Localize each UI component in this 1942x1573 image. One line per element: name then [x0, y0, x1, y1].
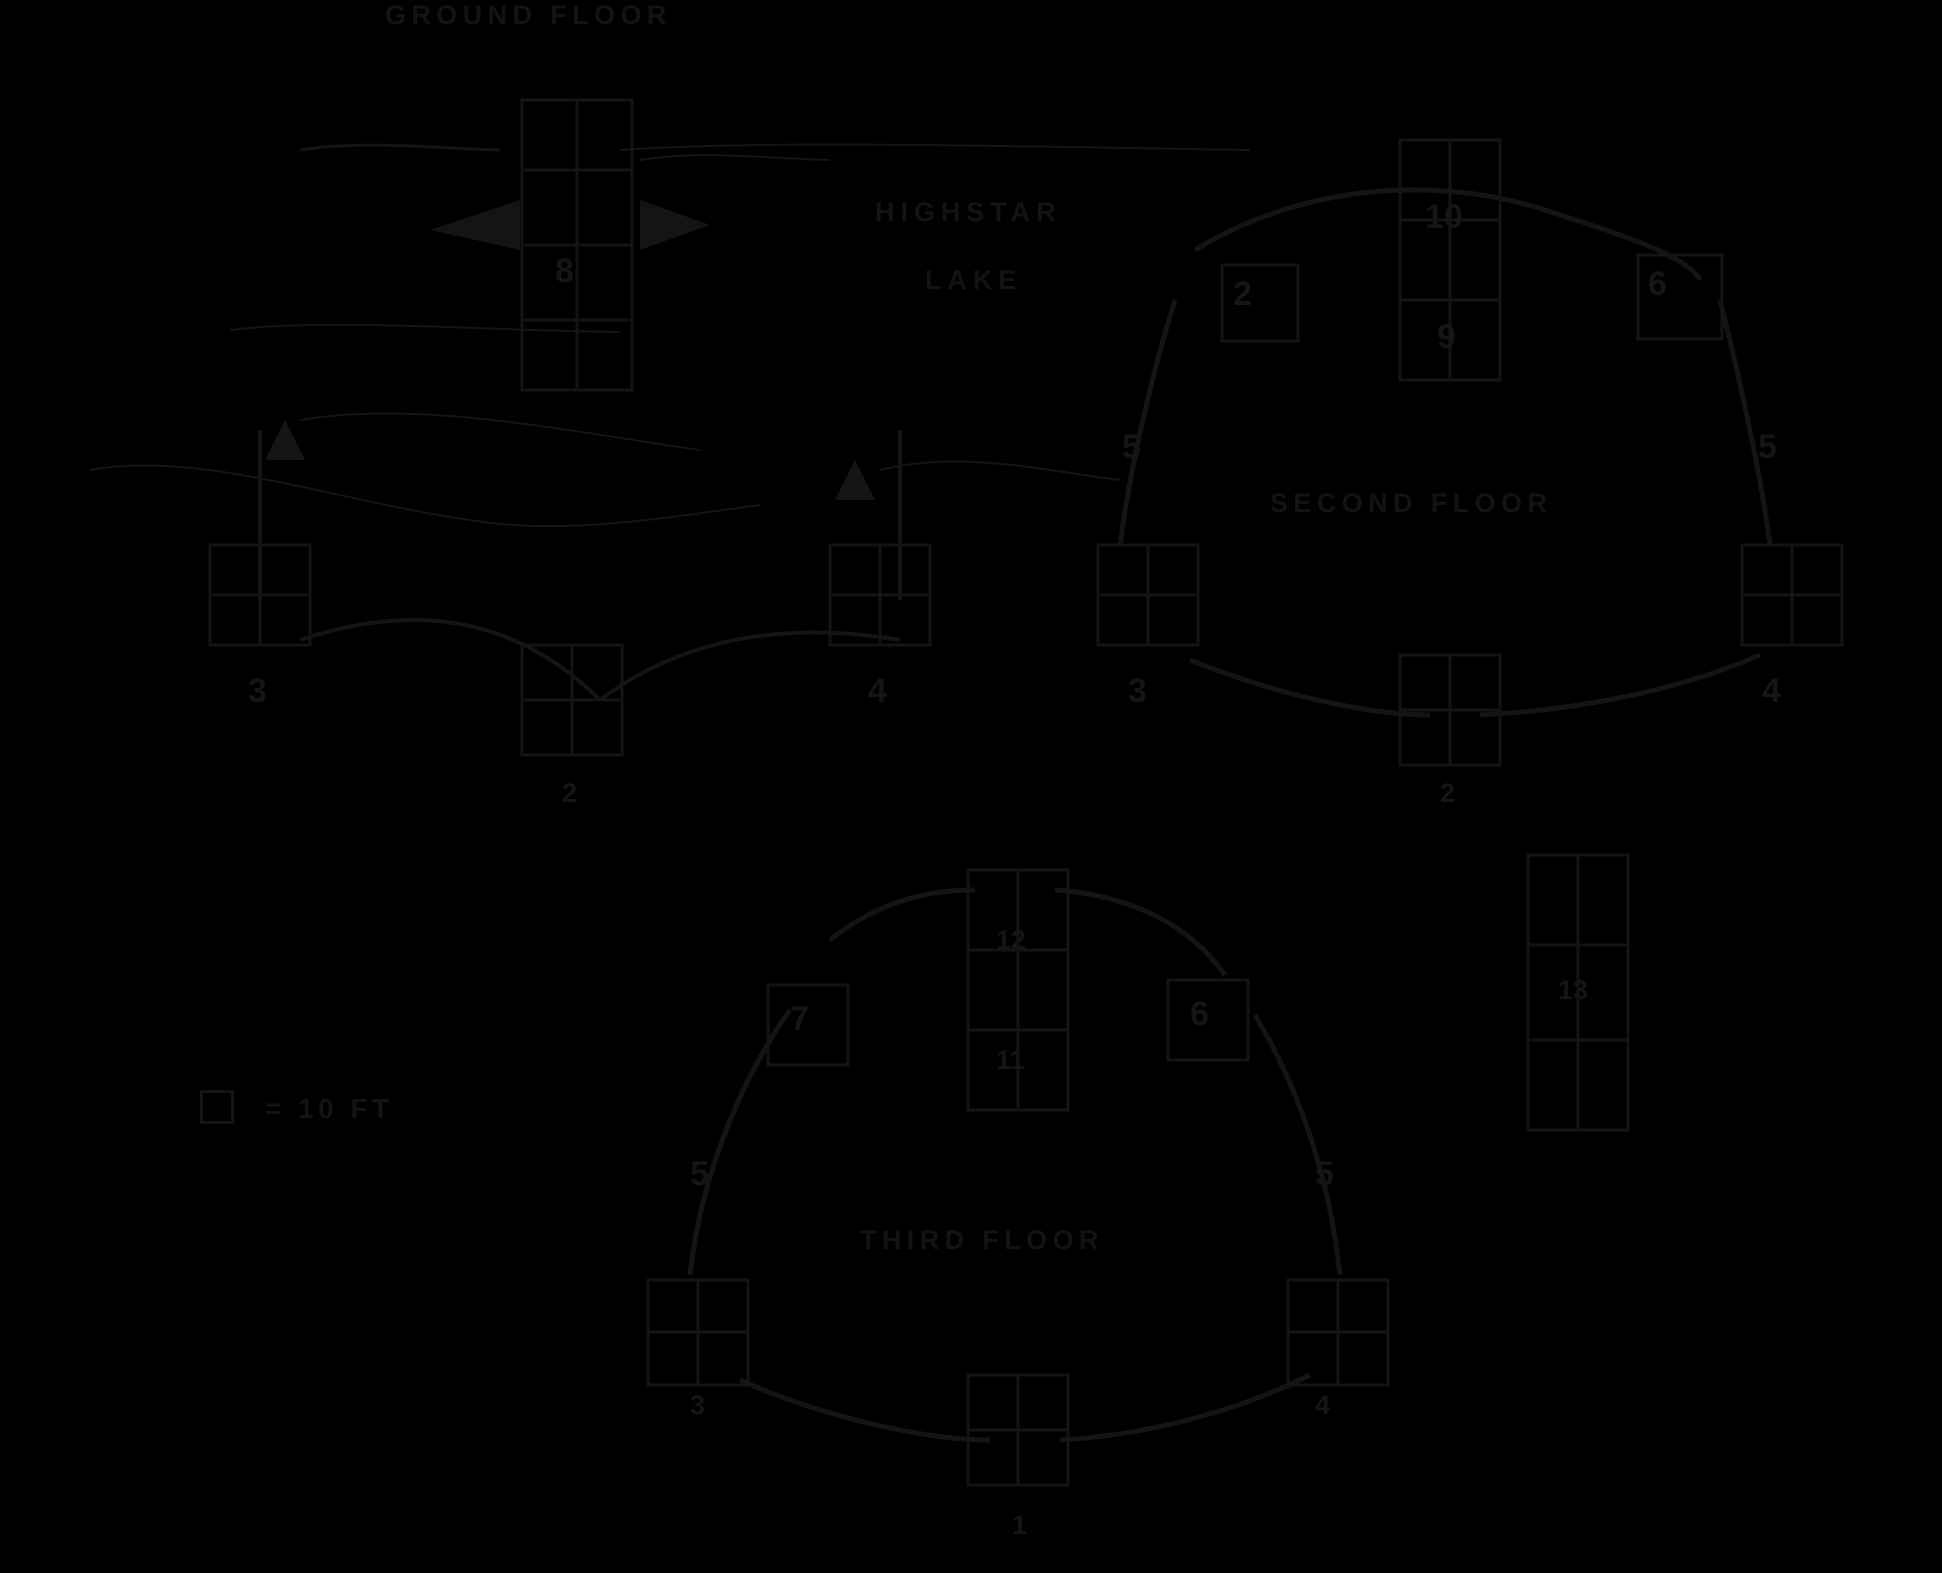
marker-third-5-right: 5: [1315, 1155, 1334, 1193]
marker-third-5-left: 5: [690, 1155, 709, 1193]
marker-third-3: 3: [690, 1390, 706, 1420]
section-title-third-floor: THIRD FLOOR: [860, 1225, 1104, 1255]
marker-third-6: 6: [1190, 995, 1209, 1033]
marker-second-2-bottom: 2: [1440, 778, 1456, 808]
marker-second-5-right: 5: [1758, 428, 1777, 466]
marker-second-4: 4: [1762, 672, 1781, 710]
marker-third-7: 7: [790, 1000, 809, 1038]
section-title-second-floor: SECOND FLOOR: [1270, 488, 1553, 518]
marker-ground-8: 8: [555, 252, 574, 290]
marker-third-12: 12: [996, 925, 1027, 955]
marker-second-2: 2: [1233, 275, 1252, 313]
marker-third-13: 13: [1558, 975, 1589, 1005]
marker-ground-2: 2: [562, 778, 578, 808]
marker-second-9: 9: [1437, 318, 1456, 356]
section-title-ground-floor: GROUND FLOOR: [385, 0, 672, 30]
lake-label-line2: LAKE: [925, 265, 1023, 295]
marker-third-11: 11: [996, 1045, 1025, 1075]
marker-ground-3: 3: [248, 672, 267, 710]
marker-third-1: 1: [1012, 1510, 1028, 1540]
marker-second-10: 10: [1425, 198, 1463, 236]
marker-ground-4: 4: [868, 672, 887, 710]
lake-label-line1: HIGHSTAR: [875, 197, 1062, 227]
marker-third-4: 4: [1315, 1390, 1331, 1420]
marker-second-3: 3: [1128, 672, 1147, 710]
marker-second-6: 6: [1648, 265, 1667, 303]
legend-scale-text: = 10 FT: [265, 1093, 394, 1124]
marker-second-5-left: 5: [1122, 428, 1141, 466]
legend-square-icon: [200, 1090, 234, 1124]
